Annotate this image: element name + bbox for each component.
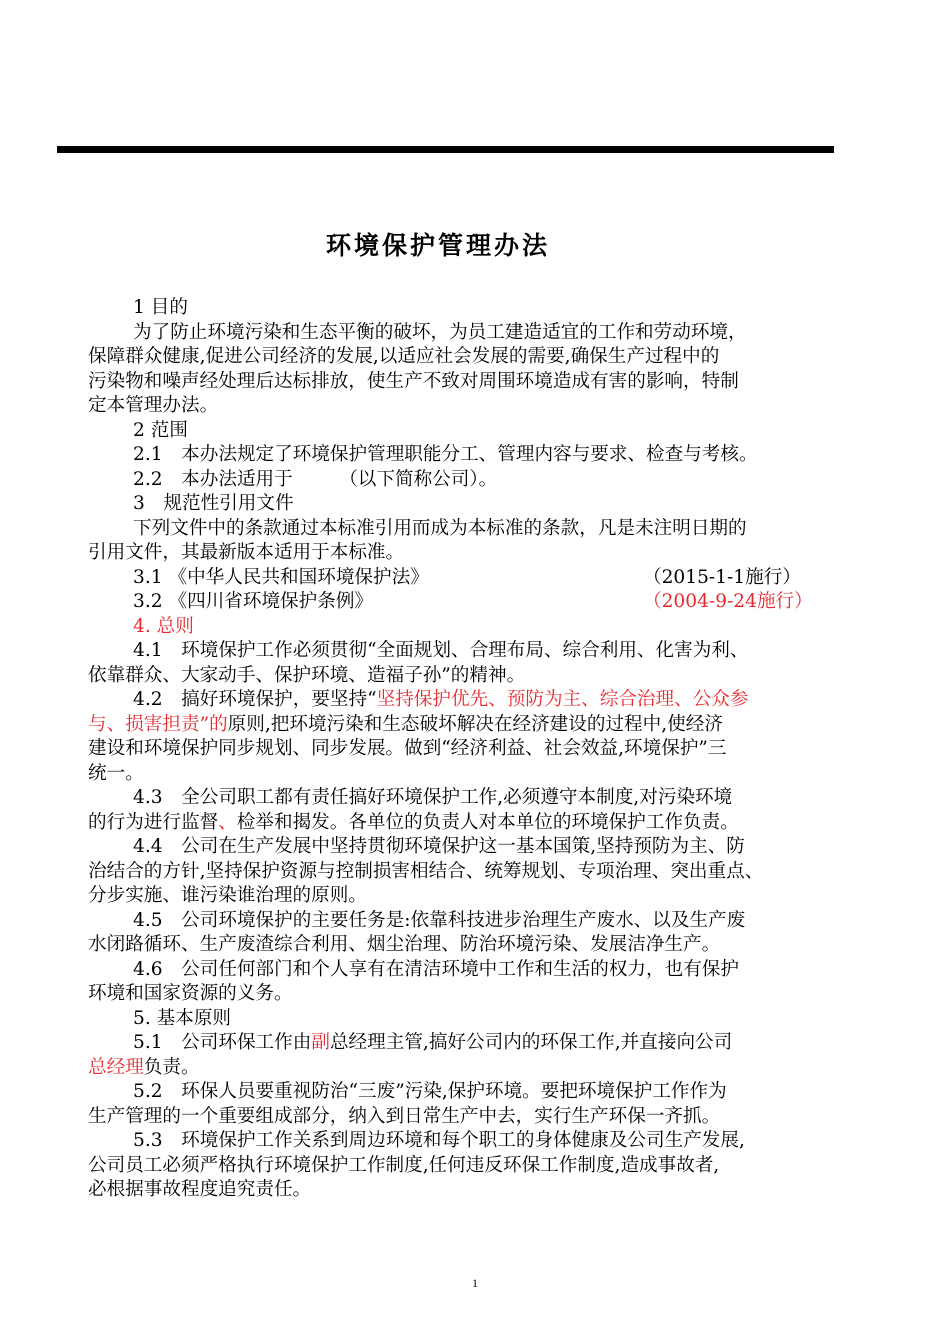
paragraph-line: 统一。 — [88, 762, 144, 784]
paragraph-line: 2.1 本办法规定了环境保护管理职能分工、管理内容与要求、检查与考核。 — [133, 444, 758, 465]
paragraph-line: 生产管理的一个重要组成部分，纳入到日常生产中去，实行生产环保一齐抓。 — [88, 1105, 721, 1127]
paragraph-line: 治结合的方针,坚持保护资源与控制损害相结合、统筹规划、专项治理、突出重点、 — [88, 860, 764, 882]
paragraph-line — [88, 811, 870, 836]
paragraph-line — [88, 713, 870, 738]
text-run: 5.1 公司环保工作由 — [133, 1032, 312, 1053]
text-run: 4.2 搞好环境保护，要坚持“ — [133, 689, 377, 710]
text-run: 检举和揭发。各单位的负责人对本单位的环境保护工作负责。 — [236, 811, 739, 833]
reference-date: （2004-9-24施行） — [643, 591, 813, 612]
section-heading: 4. 总则 — [133, 615, 194, 637]
paragraph-line: 引用文件，其最新版本适用于本标准。 — [88, 542, 405, 563]
section-heading: 3 规范性引用文件 — [133, 493, 294, 514]
page-number: 1 — [472, 1276, 478, 1290]
text-run: 原则,把环境污染和生态破坏解决在经济建设的过程中,使经济 — [227, 713, 723, 735]
reference-row — [88, 566, 870, 591]
text-run: 总经理主管,搞好公司内的环保工作,并直接向公司 — [329, 1032, 733, 1053]
paragraph-line: 4.6 公司任何部门和个人享有在清洁环境中工作和生活的权力，也有保护 — [133, 958, 739, 980]
reference-row — [88, 590, 870, 615]
highlighted-text: 总经理 — [88, 1056, 144, 1078]
highlighted-text: 与、损害担责”的 — [88, 713, 228, 735]
paragraph-line: 4.3 全公司职工都有责任搞好环境保护工作,必须遵守本制度,对污染环境 — [133, 787, 733, 808]
paragraph-line: 4.5 公司环境保护的主要任务是:依靠科技进步治理生产废水、以及生产废 — [133, 909, 746, 931]
reference-date: （2015-1-1施行） — [643, 566, 801, 588]
paragraph-line: 2.2 本办法适用于 （以下简称公司）。 — [133, 468, 498, 490]
text-run: 负责。 — [143, 1056, 200, 1078]
paragraph-line: 4.1 环境保护工作必须贯彻“全面规划、合理布局、综合利用、化害为利、 — [133, 640, 749, 661]
paragraph-line: 水闭路循环、生产废渣综合利用、烟尘治理、防治环境污染、发展洁净生产。 — [88, 934, 721, 955]
highlighted-text: 、 — [218, 811, 237, 833]
paragraph-line: 必根据事故程度追究责任。 — [88, 1179, 312, 1200]
paragraph-line: 下列文件中的条款通过本标准引用而成为本标准的条款，凡是未注明日期的 — [133, 517, 747, 539]
paragraph-line: 建设和环境保护同步规划、同步发展。做到“经济利益、社会效益,环境保护”三 — [88, 738, 727, 759]
paragraph-line: 环境和国家资源的义务。 — [88, 983, 293, 1004]
section-heading: 1 目的 — [133, 297, 188, 318]
highlighted-text: 副 — [311, 1032, 330, 1053]
paragraph-line — [88, 1056, 870, 1081]
paragraph-line: 分步实施、谁污染谁治理的原则。 — [88, 885, 367, 906]
paragraph-line — [88, 1031, 870, 1056]
paragraph-line — [88, 688, 870, 713]
highlighted-text: 坚持保护优先、预防为主、综合治理、公众参 — [376, 689, 749, 710]
reference-name: 3.1 《中华人民共和国环境保护法》 — [133, 566, 429, 588]
paragraph-line: 公司员工必须严格执行环境保护工作制度,任何违反环保工作制度,造成事故者, — [88, 1154, 720, 1176]
paragraph-line: 定本管理办法。 — [88, 395, 219, 416]
paragraph-line: 4.4 公司在生产发展中坚持贯彻环境保护这一基本国策,坚持预防为主、防 — [133, 836, 745, 857]
top-rule — [57, 146, 834, 153]
paragraph-line: 5.3 环境保护工作关系到周边环境和每个职工的身体健康及公司生产发展, — [133, 1130, 745, 1151]
section-heading: 2 范围 — [133, 419, 188, 441]
section-heading: 5. 基本原则 — [133, 1007, 232, 1029]
paragraph-line: 保障群众健康,促进公司经济的发展,以适应社会发展的需要,确保生产过程中的 — [88, 346, 720, 367]
reference-name: 3.2 《四川省环境保护条例》 — [133, 591, 374, 612]
paragraph-line: 5.2 环保人员要重视防治“三废”污染,保护环境。要把环境保护工作作为 — [133, 1081, 727, 1102]
paragraph-line: 依靠群众、大家动手、保护环境、造福子孙”的精神。 — [88, 664, 526, 686]
document-title: 环境保护管理办法 — [325, 231, 550, 260]
paragraph-line: 污染物和噪声经处理后达标排放，使生产不致对周围环境造成有害的影响，特制 — [88, 370, 739, 392]
paragraph-line: 为了防止环境污染和生态平衡的破坏，为员工建造适宜的工作和劳动环境， — [133, 321, 747, 343]
text-run: 的行为进行监督 — [88, 811, 219, 833]
document-body — [88, 296, 870, 1203]
